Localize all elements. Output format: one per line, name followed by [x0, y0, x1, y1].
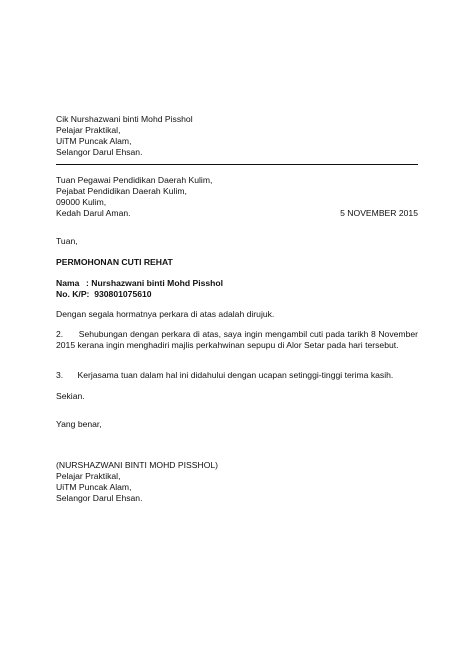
ic-row	[56, 289, 418, 300]
recipient-line-3: 09000 Kulim,	[56, 197, 107, 207]
name-row	[56, 278, 418, 289]
sender-line-2: UiTM Puncak Alam,	[56, 136, 132, 146]
header-divider	[56, 164, 418, 165]
identity-block	[56, 278, 418, 300]
paragraph-2-text: Sehubungan dengan perkara di atas, saya ingin mengambil cuti pada tarikh 8 November 2015 kerana ingin menghadiri majlis perkahwinan sepupu di Alor Setar pada hari tersebut.	[56, 329, 418, 350]
paragraph-1-text: Dengan segala hormatnya perkara di atas adalah dirujuk.	[56, 309, 275, 319]
letter-subject	[56, 257, 418, 268]
sender-address	[56, 114, 418, 158]
name-value: : Nurshazwani binti Mohd Pisshol	[86, 278, 224, 288]
recipient-line-2: Pejabat Pendidikan Daerah Kulim,	[56, 186, 187, 196]
recipient-line-1: Tuan Pegawai Pendidikan Daerah Kulim,	[56, 175, 213, 185]
recipient-line-4: Kedah Darul Aman.	[56, 208, 131, 218]
signature-line-1: Pelajar Praktikal,	[56, 471, 121, 481]
paragraph-2-number: 2.	[56, 329, 64, 339]
name-label: Nama	[56, 278, 80, 288]
signature-block	[56, 460, 418, 504]
signature-name: (NURSHAZWANI BINTI MOHD PISSHOL)	[56, 460, 219, 470]
signature-line-3: Selangor Darul Ehsan.	[56, 493, 143, 503]
ic-value: 930801075610	[94, 289, 152, 299]
paragraph-1	[56, 309, 418, 320]
letter-date: 5 NOVEMBER 2015	[340, 208, 418, 218]
sender-line-1: Pelajar Praktikal,	[56, 125, 121, 135]
closing-sekian	[56, 391, 418, 402]
salutation	[56, 236, 418, 247]
sekian-text: Sekian.	[56, 391, 85, 401]
paragraph-3-text: Kerjasama tuan dalam hal ini didahului dengan ucapan setinggi-tinggi terima kasih.	[77, 370, 394, 380]
ic-label: No. K/P:	[56, 289, 90, 299]
paragraph-3-number: 3.	[56, 370, 64, 380]
closing-yang-benar	[56, 419, 418, 430]
sender-name: Cik Nurshazwani binti Mohd Pisshol	[56, 114, 193, 124]
salutation-text: Tuan,	[56, 236, 78, 246]
subject-text: PERMOHONAN CUTI REHAT	[56, 257, 173, 267]
paragraph-2	[56, 329, 418, 351]
sender-line-3: Selangor Darul Ehsan.	[56, 147, 143, 157]
yang-benar-text: Yang benar,	[56, 419, 102, 429]
signature-line-2: UiTM Puncak Alam,	[56, 482, 132, 492]
paragraph-3	[56, 370, 418, 381]
